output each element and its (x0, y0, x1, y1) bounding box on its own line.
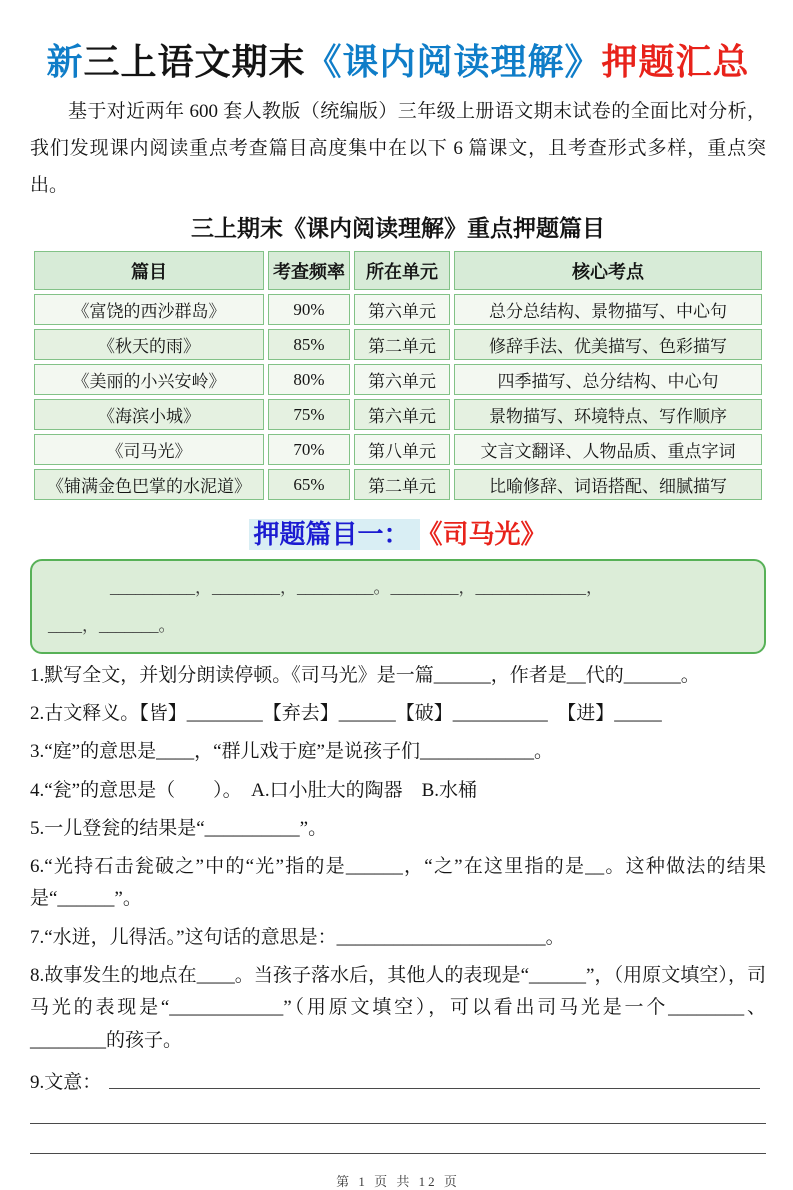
page-title (30, 34, 766, 85)
table-cell: 75% (268, 399, 350, 430)
table-cell: 第六单元 (354, 294, 450, 325)
column-header-2: 考查频率 (268, 251, 350, 290)
table-cell: 第八单元 (354, 434, 450, 465)
column-header-3: 所在单元 (354, 251, 450, 290)
table-cell: 比喻修辞、词语搭配、细腻描写 (454, 469, 762, 500)
questions-list (30, 660, 766, 1057)
table-cell: 《秋天的雨》 (34, 329, 264, 360)
answer-ruled-line-2 (30, 1124, 766, 1154)
table-row (34, 469, 762, 500)
section-label: 押题篇目一： (249, 519, 419, 550)
page-footer: 第 1 页 共 12 页 (336, 1173, 460, 1189)
table-cell: 70% (268, 434, 350, 465)
question-7: 7.“水迸，儿得活。”这句话的意思是：______________________。 (30, 926, 565, 948)
table-cell: 总分总结构、景物描写、中心句 (454, 294, 762, 325)
table-cell: 第六单元 (354, 364, 450, 395)
table-cell: 《铺满金色巴掌的水泥道》 (34, 469, 264, 500)
column-header-4: 核心考点 (454, 251, 762, 290)
table-cell: 《美丽的小兴安岭》 (34, 364, 264, 395)
table-cell: 65% (268, 469, 350, 500)
table-row (34, 329, 762, 360)
table-title: 三上期末《课内阅读理解》重点押题篇目 (191, 216, 605, 242)
recitation-line-2: ____，_______。 (48, 616, 176, 636)
table-cell: 四季描写、总分结构、中心句 (454, 364, 762, 395)
section-heading (30, 514, 766, 551)
question-9 (30, 1067, 766, 1094)
question-9-label: 9.文意： (30, 1071, 102, 1093)
table-row (34, 399, 762, 430)
table-row (34, 434, 762, 465)
table-row (34, 294, 762, 325)
question-5: 5.一儿登瓮的结果是“__________”。 (30, 817, 328, 839)
question-3: 3.“庭”的意思是____，“群儿戏于庭”是说孩子们____________。 (30, 741, 553, 763)
topics-table-body (34, 294, 762, 500)
title-part-new: 新 (46, 42, 84, 82)
table-row (34, 364, 762, 395)
title-part-grade: 三上语文期末 (83, 42, 306, 82)
topics-table (30, 247, 766, 504)
table-cell: 85% (268, 329, 350, 360)
title-part-summary: 押题汇总 (601, 42, 750, 82)
question-2: 2.古文释义。【皆】________【弃去】______【破】__________ 【进】_____ (30, 702, 662, 724)
question-8: 8.故事发生的地点在____。当孩子落水后，其他人的表现是“______”，（用原文填空），司马光的表现是“____________”（用原文填空），可以看出司马光是一个________、________的孩子。 (30, 965, 766, 1051)
table-cell: 90% (268, 294, 350, 325)
table-cell: 《司马光》 (34, 434, 264, 465)
table-cell: 《富饶的西沙群岛》 (34, 294, 264, 325)
topics-table-header-row (34, 251, 762, 290)
question-4: 4.“瓮”的意思是（ ）。 A.口小肚大的陶器 B.水桶 (30, 779, 478, 801)
table-cell: 文言文翻译、人物品质、重点字词 (454, 434, 762, 465)
table-cell: 第二单元 (354, 469, 450, 500)
table-cell: 第六单元 (354, 399, 450, 430)
table-cell: 景物描写、环境特点、写作顺序 (454, 399, 762, 430)
answer-blank-line (109, 1088, 760, 1089)
title-part-topic: 《课内阅读理解》 (305, 42, 602, 82)
table-cell: 修辞手法、优美描写、色彩描写 (454, 329, 762, 360)
topics-table-head (34, 251, 762, 290)
section-article-title: 《司马光》 (429, 520, 547, 550)
question-1: 1.默写全文，并划分朗读停顿。《司马光》是一篇______，作者是__代的______。 (30, 664, 700, 686)
intro-paragraph: 基于对近两年 600 套人教版（统编版）三年级上册语文期末试卷的全面比对分析，我们发现课内阅读重点考查篇目高度集中在以下 6 篇课文，且考查形式多样，重点突出。 (30, 101, 766, 197)
table-cell: 第二单元 (354, 329, 450, 360)
recitation-line-1: __________，________，_________。________，_____________， (110, 578, 603, 598)
recitation-box (30, 559, 766, 654)
answer-ruled-line-1 (30, 1094, 766, 1124)
table-cell: 《海滨小城》 (34, 399, 264, 430)
table-cell: 80% (268, 364, 350, 395)
column-header-1: 篇目 (34, 251, 264, 290)
question-6: 6.“光持石击瓮破之”中的“光”指的是______，“之”在这里指的是__。这种做法的结果是“______”。 (30, 856, 766, 910)
